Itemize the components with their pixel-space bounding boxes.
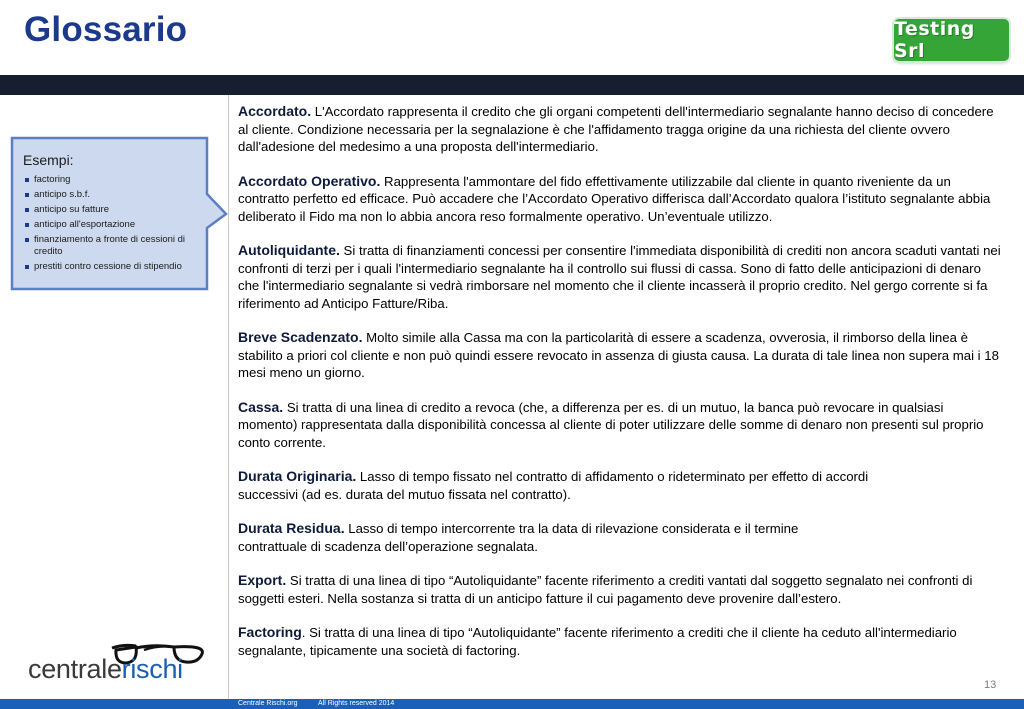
list-item: anticipo all'esportazione — [23, 219, 205, 231]
list-item: anticipo s.b.f. — [23, 189, 205, 201]
glossary-definition: Si tratta di una linea di credito a revoca (che, a differenza per es. di un mutuo, la banca può revocare in qualsiasi momento) rappresentata dalla disponibilità concessa al cliente di poter utilizzare delle somme di denaro non presenti sul proprio conto corrente. — [238, 399, 984, 450]
footer-site: Centrale Rischi.org — [238, 700, 298, 707]
glossary-definition: Rappresenta l'ammontare del fido effettivamente utilizzabile dal cliente in quanto riveniente da un contratto perfetto ed efficace. Può accadere che l’Accordato Operativo differisca dall’Accordato qualora l’istituto segnalante abbia deliberato il Fido ma non lo abbia ancora reso formalmente operativo. Un’eventuale utilizzo. — [238, 173, 991, 224]
glossary-term: Durata Originaria. — [238, 468, 357, 484]
list-item: finanziamento a fronte di cessioni di credito — [23, 234, 205, 258]
examples-list — [23, 174, 205, 273]
glossary-entry — [238, 173, 1002, 226]
brand-name-part1: centrale — [28, 654, 122, 684]
glossary-definition: Lasso di tempo fissato nel contratto di affidamento o rideterminato per effetto di accordi successivi (ad es. durata del mutuo fissata nel contratto). — [238, 469, 869, 502]
glossary-term: Autoliquidante. — [238, 242, 340, 258]
centralerischi-logo — [28, 642, 188, 682]
glossary-term: Durata Residua. — [238, 520, 345, 536]
glossary-entry — [238, 103, 1002, 156]
glossary-definition: L'Accordato rappresenta il credito che gli organi competenti dell'intermediario segnalante hanno deciso di concedere al cliente. Condizione necessaria per la segnalazione è che l'affidamento tragga origine da una richiesta del cliente ovvero dall'adesione del medesimo a una proposta dell'intermediario. — [238, 104, 994, 154]
examples-callout — [0, 132, 230, 298]
glossary-definition: Molto simile alla Cassa ma con la particolarità di essere a scadenza, ovverosia, il rimborso della linea è stabilito a priori col cliente e non può quindi essere revocato in assenza di giusta causa. La durata di tale linea non supera mai i 18 mesi meno un giorno. — [238, 330, 999, 380]
footer-rights: All Rights reserved 2014 — [318, 700, 395, 707]
list-item: prestiti contro cessione di stipendio — [23, 261, 205, 273]
brand-name-part2: rischi — [121, 654, 183, 684]
footer-bar — [0, 699, 1024, 709]
glossary-definition: Si tratta di finanziamenti concessi per consentire l'immediata disponibilità di crediti non ancora scaduti vantati nei confronti di terzi per i quali l'intermediario segnalante ha il controllo sui flussi di cassa. Sono di fatto delle anticipazioni di denaro che l'intermediario segnalante si vedrà rimborsare nel momento che il cliente incasserà il proprio credito. Nel gergo corrente si fa riferimento ad Anticipo Fatture/Riba. — [238, 243, 1001, 311]
glossary-entry — [238, 572, 1002, 607]
glossary-entry — [238, 399, 1002, 452]
glossary-definition: Si tratta di una linea di tipo “Autoliquidante” facente riferimento a crediti vantati dal soggetto segnalato nei confronti di soggetti esteri. Nella sostanza si tratta di un anticipo fatture il cui pagamento deve provenire dall’estero. — [238, 573, 973, 606]
glossary-content — [238, 103, 1002, 676]
glossary-term: Accordato Operativo. — [238, 172, 381, 189]
glossary-term: Export. — [238, 572, 287, 588]
company-logo-text: Testing Srl — [894, 18, 975, 62]
glossary-entry — [238, 329, 1002, 382]
company-logo — [894, 19, 1009, 61]
glossary-entry — [238, 242, 1002, 312]
list-item: factoring — [23, 174, 205, 186]
header-bar — [0, 75, 1024, 95]
list-item: anticipo su fatture — [23, 204, 205, 216]
glossary-entry — [238, 468, 882, 503]
glossary-entry — [238, 520, 862, 555]
glossary-term: Breve Scadenzato. — [238, 329, 363, 345]
glossary-term: Cassa. — [238, 398, 284, 415]
glossary-entry — [238, 624, 1002, 659]
page-title: Glossario — [24, 10, 188, 49]
glossary-definition: Lasso di tempo intercorrente tra la data di rilevazione considerata e il termine contrattuale di scadenza dell’operazione segnalata. — [238, 521, 799, 554]
glossary-definition: . Si tratta di una linea di tipo “Autoliquidante” facente riferimento a crediti che il cliente ha ceduto all'intermediario segnalante, tipicamente una società di factoring. — [238, 625, 957, 658]
callout-title: Esempi: — [23, 152, 74, 168]
page-number: 13 — [984, 679, 997, 691]
glossary-term: Accordato. — [238, 103, 312, 119]
glossary-term: Factoring — [238, 624, 302, 640]
